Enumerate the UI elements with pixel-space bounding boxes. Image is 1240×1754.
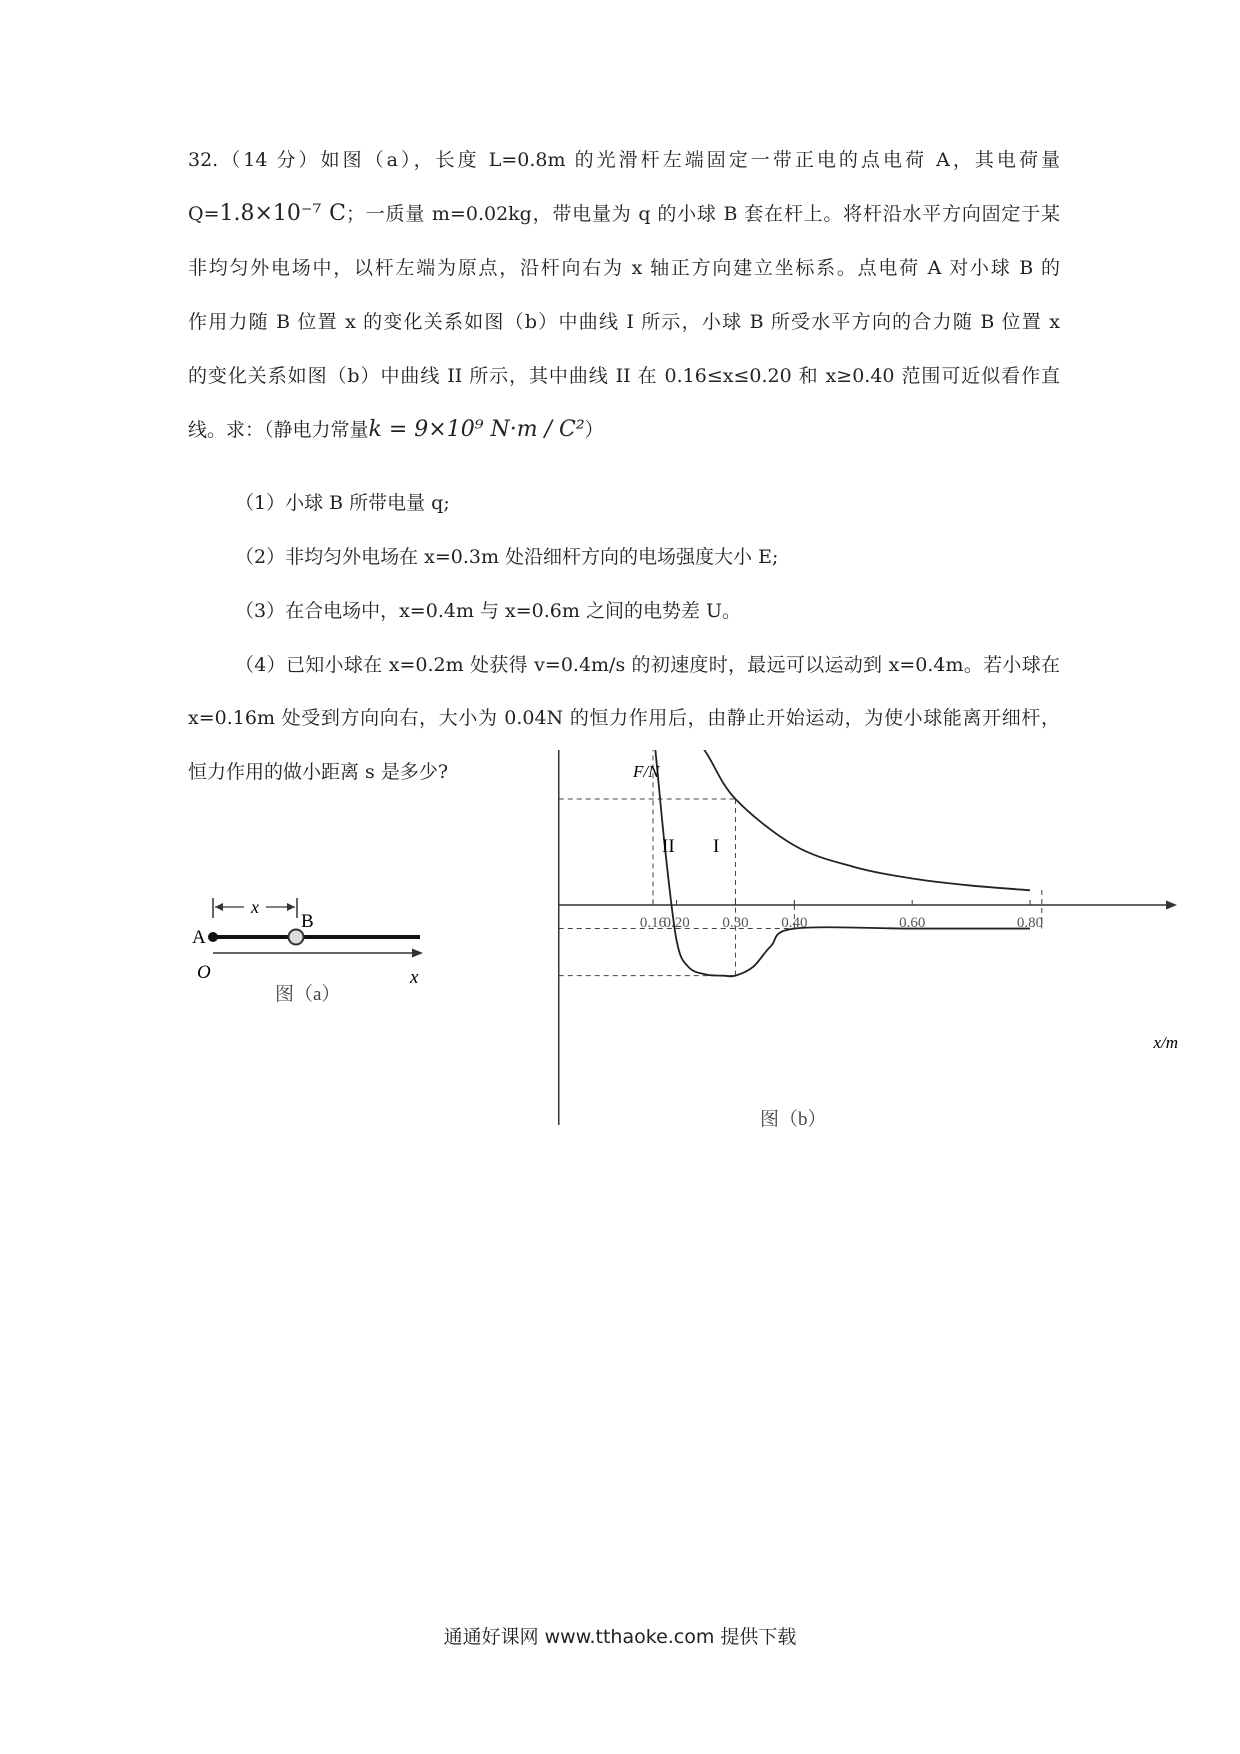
figure-a-caption: 图（a） — [275, 984, 341, 1005]
y-axis-label: F/N — [633, 762, 660, 781]
footer: 通通好课网 www.tthaoke.com 提供下载 — [443, 1626, 797, 1648]
figure-b-chart — [555, 750, 1205, 1140]
question-line-6: 线。求：（静电力常量k = 9×10⁹ N·m / C²） — [188, 417, 604, 442]
figure-a — [180, 880, 440, 1020]
figure-b-caption: 图（b） — [760, 1109, 827, 1130]
question-line-1: 32.（14 分）如图（a），长度 L=0.8m 的光滑杆左端固定一带正电的点电荷 A，其电荷量 — [188, 149, 1060, 171]
x-tick-label: 0.30 — [722, 915, 749, 931]
dimension-arrowhead-right — [287, 903, 295, 911]
label-o: O — [197, 962, 211, 983]
label-b: B — [301, 911, 314, 932]
curves — [647, 750, 1030, 976]
subquestion-2: （2）非均匀外电场在 x=0.3m 处沿细杆方向的电场强度大小 E; — [235, 546, 779, 568]
dimension-x-label: x — [251, 897, 259, 917]
x-tick-label: 0.40 — [781, 915, 808, 931]
subquestion-1: （1）小球 B 所带电量 q; — [235, 492, 450, 514]
curve-i-label: I — [713, 836, 720, 857]
x-axis-label: x/m — [1153, 1033, 1178, 1052]
subquestion-4: （4）已知小球在 x=0.2m 处获得 v=0.4m/s 的初速度时，最远可以运动到 x=0.4m。若小球在 — [235, 654, 1060, 676]
label-x-axis: x — [410, 967, 419, 988]
question-line-3: 非均匀外电场中，以杆左端为原点，沿杆向右为 x 轴正方向建立坐标系。点电荷 A 对小球 B 的 — [188, 257, 1060, 279]
question-line-2: Q=1.8×10⁻⁷ C；一质量 m=0.02kg，带电量为 q 的小球 B 套在杆上。将杆沿水平方向固定于某 — [188, 201, 1060, 226]
ball-b — [289, 930, 304, 945]
question-text — [188, 133, 1060, 457]
axes — [559, 750, 1177, 1125]
dimension-arrowhead-left — [215, 903, 223, 911]
curve-i-line — [677, 750, 1030, 890]
x-tick-label: 0.80 — [1016, 915, 1044, 931]
subquestion-4-continued-2: 恒力作用的做小距离 s 是多少? — [188, 761, 449, 783]
curve-ii-label: II — [662, 836, 675, 857]
ticks — [555, 750, 1043, 985]
coulomb-constant-formula: k = 9×10⁹ N·m / C² — [368, 417, 585, 442]
subquestion-3: （3）在合电场中，x=0.4m 与 x=0.6m 之间的电势差 U。 — [235, 600, 741, 622]
reference-lines — [559, 750, 1042, 976]
x-axis-arrow — [1166, 901, 1177, 910]
x-tick-label: 0.20 — [663, 915, 690, 931]
charge-a-dot — [208, 932, 218, 942]
question-line-5: 的变化关系如图（b）中曲线 II 所示，其中曲线 II 在 0.16≤x≤0.20 和 x≥0.40 范围可近似看作直 — [188, 365, 1060, 387]
x-axis-a-arrow — [412, 949, 423, 958]
subquestion-4-continued-1: x=0.16m 处受到方向向右，大小为 0.04N 的恒力作用后，由静止开始运动，为使小球能离开细杆， — [188, 707, 1060, 729]
x-tick-label: 0.16 — [639, 915, 667, 931]
charge-formula: 1.8×10⁻⁷ C — [219, 201, 346, 226]
x-tick-label: 0.60 — [899, 915, 926, 931]
question-line-4: 作用力随 B 位置 x 的变化关系如图（b）中曲线 I 所示，小球 B 所受水平方向的合力随 B 位置 x — [188, 311, 1060, 333]
label-a: A — [192, 927, 206, 948]
